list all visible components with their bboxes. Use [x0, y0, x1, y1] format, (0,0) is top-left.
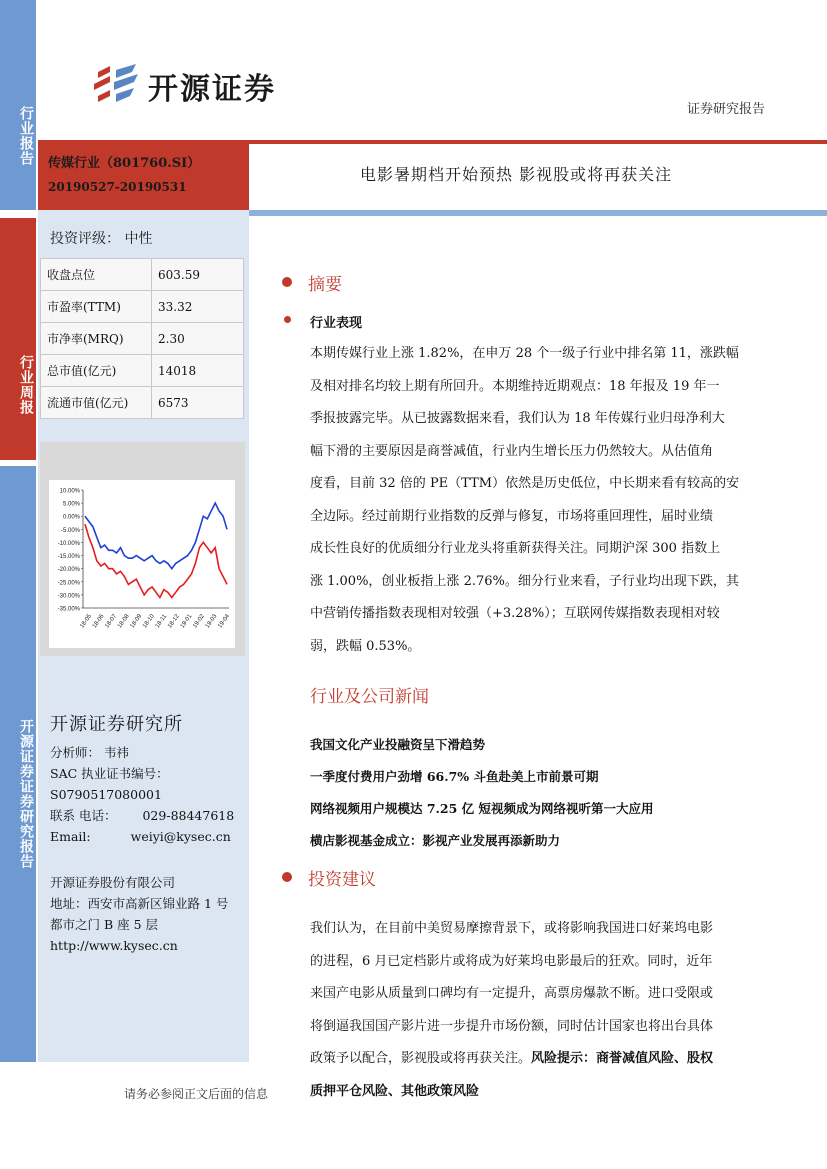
y-tick-label: -35.00%	[57, 606, 80, 613]
text-line: 弱，跌幅 0.53%。	[310, 638, 421, 654]
sector-name: 传媒行业（801760.SI）	[48, 156, 201, 171]
summary-heading: 摘要	[308, 275, 342, 295]
advice-paragraph	[310, 913, 762, 1108]
x-tick-label: 18-07	[104, 613, 119, 630]
x-tick-label: 18-09	[129, 613, 144, 630]
news-item: 横店影视基金成立：影视产业发展再添新助力	[310, 833, 561, 848]
y-tick-label: -15.00%	[57, 554, 80, 561]
metric-value: 14018	[152, 355, 244, 387]
y-tick-label: -10.00%	[57, 540, 80, 547]
address-line-2: 都市之门 B 座 5 层	[50, 917, 159, 932]
y-tick-label: 0.00%	[62, 514, 80, 521]
y-tick-label: 5.00%	[62, 501, 80, 508]
text-line: 幅下滑的主要原因是商誉减值，行业内生增长压力仍然较大。从估值角	[310, 443, 714, 459]
news-item: 我国文化产业投融资呈下滑趋势	[310, 737, 486, 752]
metric-label: 流通市值(亿元)	[41, 387, 152, 419]
side-tab-industry-report	[0, 0, 36, 210]
text-line: 中营销传播指数表现相对较强（+3.28%）；互联网传媒指数表现相对较	[310, 606, 720, 621]
text-line: 质押平仓风险、其他政策风险	[310, 1083, 480, 1099]
side-tab-research	[0, 466, 36, 1062]
side-tab-label: 行业周报	[18, 355, 34, 415]
phone-label: 联系 电话：	[50, 808, 117, 823]
y-tick-label: -20.00%	[57, 567, 80, 574]
table-row	[41, 259, 244, 291]
text-line: 本期传媒行业上涨 1.82%，在申万 28 个一级子行业中排名第 11，涨跌幅	[310, 346, 739, 361]
table-row	[41, 323, 244, 355]
side-tab-label: 行业报告	[18, 106, 34, 166]
text-line: 度看，目前 32 倍的 PE（TTM）依然是历史低位，中长期来看有较高的安	[310, 476, 740, 491]
side-tab-weekly	[0, 218, 36, 460]
analyst-info	[50, 742, 245, 847]
logo-mark-icon	[92, 62, 140, 106]
sac-number: S0790517080001	[50, 787, 162, 802]
table-row	[41, 291, 244, 323]
x-tick-label: 18-12	[167, 613, 181, 630]
series-line-blue	[85, 503, 227, 569]
metric-label: 总市值(亿元)	[41, 355, 152, 387]
metric-value: 603.59	[152, 259, 244, 291]
logo-text: 开源证券	[148, 72, 276, 107]
bullet-dot	[282, 872, 292, 882]
x-tick-label: 18-08	[116, 613, 131, 630]
x-tick-label: 19-02	[192, 613, 206, 630]
report-title: 电影暑期档开始预热 影视股或将再获关注	[360, 165, 673, 184]
phone-value: 029-88447618	[142, 808, 235, 823]
sector-period: 20190527-20190531	[48, 180, 187, 194]
text-line	[310, 1043, 762, 1076]
metric-label: 市净率(MRQ)	[41, 323, 152, 355]
sac-label: SAC 执业证书编号：	[50, 766, 169, 781]
sector-band	[38, 140, 249, 210]
email-row	[50, 826, 245, 847]
website-link[interactable]: http://www.kysec.cn	[50, 938, 178, 953]
text-line: 将倒逼我国国产影片进一步提升市场份额，同时估计国家也将出台具体	[310, 1018, 714, 1034]
x-tick-label: 19-01	[179, 613, 194, 630]
metric-label: 收盘点位	[41, 259, 152, 291]
text-line: 季报披露完毕。从已披露数据来看，我们认为 18 年传媒行业归母净利大	[310, 411, 725, 426]
header-rule	[249, 140, 827, 144]
analyst-name: 分析师： 韦祎	[50, 745, 129, 760]
metrics-table	[40, 258, 244, 419]
risk-label: 风险提示：商誉减值风险、股权	[531, 1051, 714, 1066]
metric-label: 市盈率(TTM)	[41, 291, 152, 323]
table-row	[41, 355, 244, 387]
y-tick-label: -25.00%	[57, 580, 80, 587]
investment-rating: 投资评级： 中性	[50, 231, 153, 247]
y-tick-label: -5.00%	[60, 527, 80, 534]
x-tick-label: 19-03	[204, 613, 219, 630]
phone-row	[50, 805, 245, 826]
summary-paragraph	[310, 338, 762, 663]
y-tick-label: 10.00%	[59, 488, 80, 495]
company-name: 开源证券股份有限公司	[50, 875, 176, 890]
table-row	[41, 387, 244, 419]
metric-value: 33.32	[152, 291, 244, 323]
text-line: 的进程，6 月已定档影片或将成为好莱坞电影最后的狂欢。同时，近年	[310, 953, 713, 969]
news-item: 网络视频用户规模达 7.25 亿 短视频成为网络视听第一大应用	[310, 801, 654, 816]
email-value[interactable]: weiyi@kysec.cn	[130, 829, 231, 844]
x-tick-label: 18-05	[79, 613, 94, 630]
title-rule	[249, 210, 827, 216]
performance-chart	[49, 480, 235, 648]
side-tab-label: 开源证券证券研究报告	[18, 719, 34, 869]
summary-subheading: 行业表现	[310, 316, 363, 331]
x-tick-label: 18-06	[91, 613, 106, 630]
email-label: Email:	[50, 829, 91, 844]
address-line-1: 地址：西安市高新区锦业路 1 号	[50, 896, 229, 911]
bullet-dot	[282, 277, 292, 287]
report-type: 证券研究报告	[686, 102, 765, 117]
metric-value: 6573	[152, 387, 244, 419]
x-tick-label: 18-11	[154, 613, 169, 630]
text-line: 及相对排名均较上期有所回升。本期维持近期观点：18 年报及 19 年一	[310, 378, 720, 394]
x-tick-label: 18-10	[142, 613, 156, 630]
x-tick-label: 19-04	[217, 613, 232, 630]
text-line: 来国产电影从质量到口碑均有一定提升，高票房爆款不断。进口受限或	[310, 986, 714, 1001]
text-line: 我们认为，在目前中美贸易摩擦背景下，或将影响我国进口好莱坞电影	[310, 921, 714, 936]
advice-heading: 投资建议	[308, 870, 376, 890]
news-heading: 行业及公司新闻	[310, 687, 429, 707]
bullet-dot	[284, 316, 291, 323]
y-tick-label: -30.00%	[57, 593, 80, 600]
footer-note: 请务必参阅正文后面的信息	[124, 1087, 269, 1101]
institute-name: 开源证券研究所	[50, 714, 183, 735]
news-item: 一季度付费用户劲增 66.7% 斗鱼赴美上市前景可期	[310, 769, 599, 784]
metric-value: 2.30	[152, 323, 244, 355]
text-line: 全边际。经过前期行业指数的反弹与修复，市场将重回理性，届时业绩	[310, 508, 714, 524]
text-line: 涨 1.00%，创业板指上涨 2.76%。细分行业来看，子行业均出现下跌，其	[310, 573, 739, 589]
text-segment: 政策予以配合，影视股或将再获关注。	[310, 1051, 532, 1066]
text-line: 成长性良好的优质细分行业龙头将重新获得关注。同期沪深 300 指数上	[310, 541, 721, 556]
company-info	[50, 872, 245, 956]
